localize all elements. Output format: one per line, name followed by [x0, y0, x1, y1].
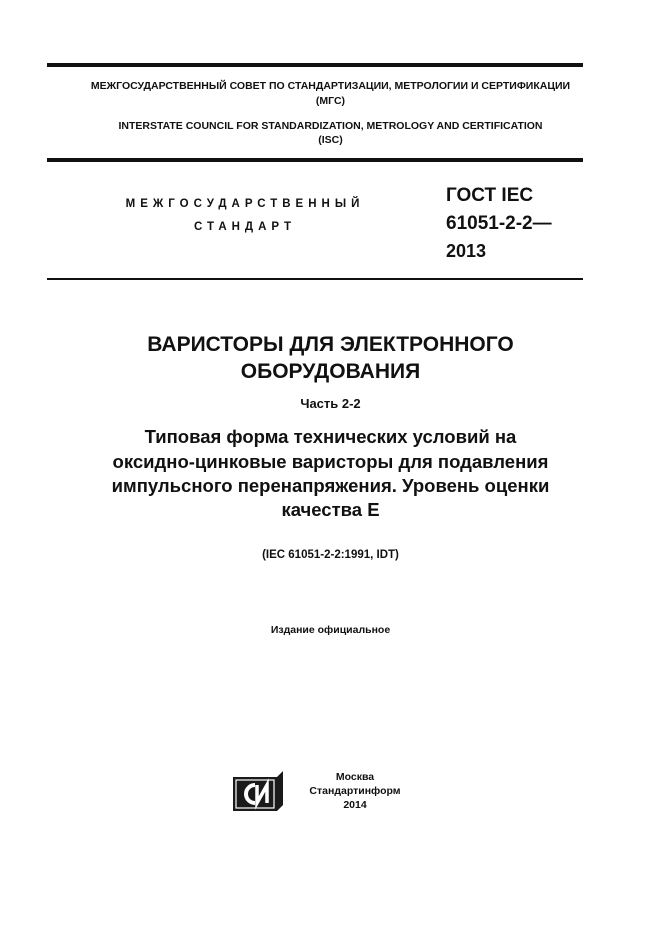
top-rule [47, 63, 583, 67]
publisher-name: Стандартинформ [309, 785, 401, 797]
council-abbr-ru: (МГС) [315, 95, 346, 107]
council-name-ru: МЕЖГОСУДАРСТВЕННЫЙ СОВЕТ ПО СТАНДАРТИЗАЦИИ, МЕТРОЛОГИИ И СЕРТИФИКАЦИИ [90, 80, 571, 92]
edition-note: Издание официальное [270, 624, 391, 636]
council-abbr-en: (ISC) [318, 134, 343, 146]
subtitle-line4: качества E [281, 499, 380, 520]
subtitle-line1: Типовая форма технических условий на [144, 426, 517, 447]
publication-year: 2014 [343, 799, 367, 811]
standard-number-line3: 2013 [446, 241, 487, 261]
iec-reference: (IEC 61051-2-2:1991, IDT) [262, 549, 399, 561]
publisher-city: Москва [335, 771, 375, 783]
standartinform-logo-icon [231, 771, 285, 813]
part-number: Часть 2-2 [300, 396, 361, 411]
document-title-line1: ВАРИСТОРЫ ДЛЯ ЭЛЕКТРОННОГО [147, 333, 514, 356]
standard-number-line1: ГОСТ IEC [446, 185, 534, 206]
document-title-line2: ОБОРУДОВАНИЯ [240, 360, 421, 383]
standard-rule [47, 278, 583, 280]
standard-label-line2: СТАНДАРТ [194, 221, 296, 233]
council-name-en: INTERSTATE COUNCIL FOR STANDARDIZATION, METROLOGY AND CERTIFICATION [118, 120, 543, 132]
header-rule [47, 158, 583, 162]
standard-number-line2: 61051-2-2— [446, 213, 552, 234]
standard-label-line1: МЕЖГОСУДАРСТВЕННЫЙ [125, 198, 365, 210]
subtitle-line3: импульсного перенапряжения. Уровень оценки [111, 475, 550, 496]
subtitle-line2: оксидно-цинковые варисторы для подавления [112, 451, 549, 472]
